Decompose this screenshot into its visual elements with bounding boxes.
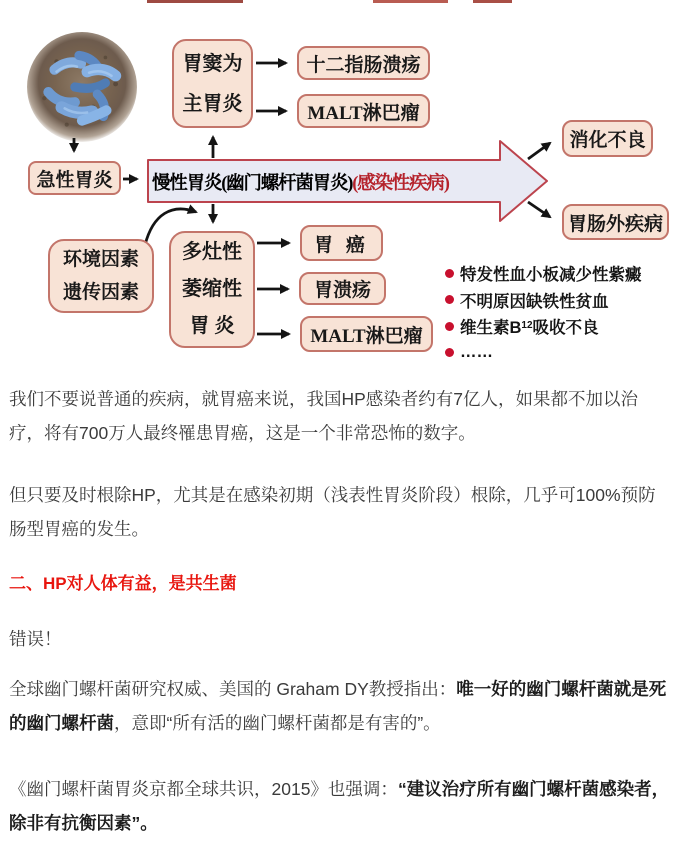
box-label: 胃溃疡	[313, 280, 371, 301]
box-malt-lymphoma-top	[297, 94, 430, 128]
quote-rest: ，意即“所有活的幽门螺杆菌都是有害的”。	[114, 713, 441, 733]
box-label: 胃窦为	[182, 52, 243, 75]
quote-intro: 全球幽门螺杆菌研究权威、美国的 Graham DY教授指出：	[9, 679, 457, 699]
consensus-intro: 《幽门螺杆菌胃炎京都全球共识，2015》也强调：	[9, 779, 398, 799]
box-antral-gastritis	[172, 39, 253, 128]
bullet-dot-icon	[445, 295, 454, 304]
box-extragastric-disease	[562, 204, 669, 240]
box-label: 胃肠外疾病	[567, 213, 663, 235]
list-item	[445, 287, 642, 314]
paragraph-graham-quote	[9, 672, 673, 740]
complication-text: 特发性血小板减少性紫癜	[460, 266, 642, 285]
paragraph-eradication: 但只要及时根除HP，尤其是在感染初期（浅表性胃炎阶段）根除，几乎可100%预防肠型胃癌的发生。	[9, 485, 656, 539]
box-label: 环境因素	[62, 249, 139, 270]
box-gastric-cancer	[300, 225, 383, 261]
box-label: 十二指肠溃疡	[306, 54, 421, 76]
box-duodenal-ulcer	[297, 46, 430, 80]
list-item: 维生素B 12 吸收不良	[445, 313, 642, 340]
complication-text: 不明原因缺铁性贫血	[460, 292, 609, 311]
infectious-disease-text: (感染性疾病)	[352, 173, 449, 194]
paragraph-hp-statistics: 我们不要说普通的疾病，就胃癌来说，我国HP感染者约有7亿人，如果都不加以治疗，将有700万人最终罹患胃癌，这是一个非常恐怖的数字。	[9, 389, 639, 443]
article-body	[0, 382, 683, 854]
box-label: MALT淋巴瘤	[307, 102, 420, 124]
chronic-gastritis-text: 慢性胃炎(幽门螺杆菌胃炎)	[152, 173, 353, 194]
bullet-dot-icon	[445, 269, 454, 278]
bullet-dot-icon	[445, 348, 454, 357]
paragraph-kyoto-consensus	[9, 772, 673, 840]
box-label: 主胃炎	[182, 92, 243, 115]
box-dyspepsia	[562, 120, 653, 157]
box-label: 胃 癌	[314, 234, 369, 256]
box-label: 遗传因素	[62, 282, 139, 303]
bullet-dot-icon	[445, 322, 454, 331]
complication-text: 维生素B	[460, 319, 522, 338]
hp-disease-flow-diagram	[0, 0, 683, 362]
box-label: 急性胃炎	[36, 169, 113, 191]
box-malt-lymphoma-bottom	[300, 316, 433, 352]
complications-list	[445, 260, 642, 362]
box-multifocal-atrophic-gastritis	[169, 231, 255, 348]
section-heading-2: 二、HP对人体有益，是共生菌	[9, 574, 237, 593]
list-item	[445, 340, 642, 363]
complication-text: 吸收不良	[532, 319, 599, 338]
quote-bold: 唯一好的幽门螺杆菌就是死的幽门螺杆菌	[9, 679, 667, 733]
box-env-genetic-factors	[48, 239, 154, 313]
box-label: 胃 炎	[189, 315, 235, 337]
box-label: 多灶性	[182, 241, 242, 263]
box-label: 消化不良	[569, 130, 646, 151]
consensus-bold: “建议治疗所有幽门螺杆菌感染者，除非有抗衡因素”。	[9, 779, 670, 833]
label-chronic-gastritis	[152, 160, 449, 203]
list-item	[445, 260, 642, 287]
box-label: MALT淋巴瘤	[310, 325, 423, 347]
box-label: 萎缩性	[182, 278, 242, 300]
paragraph-wrong: 错误！	[9, 629, 62, 649]
complication-text: ……	[460, 343, 493, 362]
box-gastric-ulcer	[299, 272, 386, 305]
box-acute-gastritis	[28, 161, 121, 195]
